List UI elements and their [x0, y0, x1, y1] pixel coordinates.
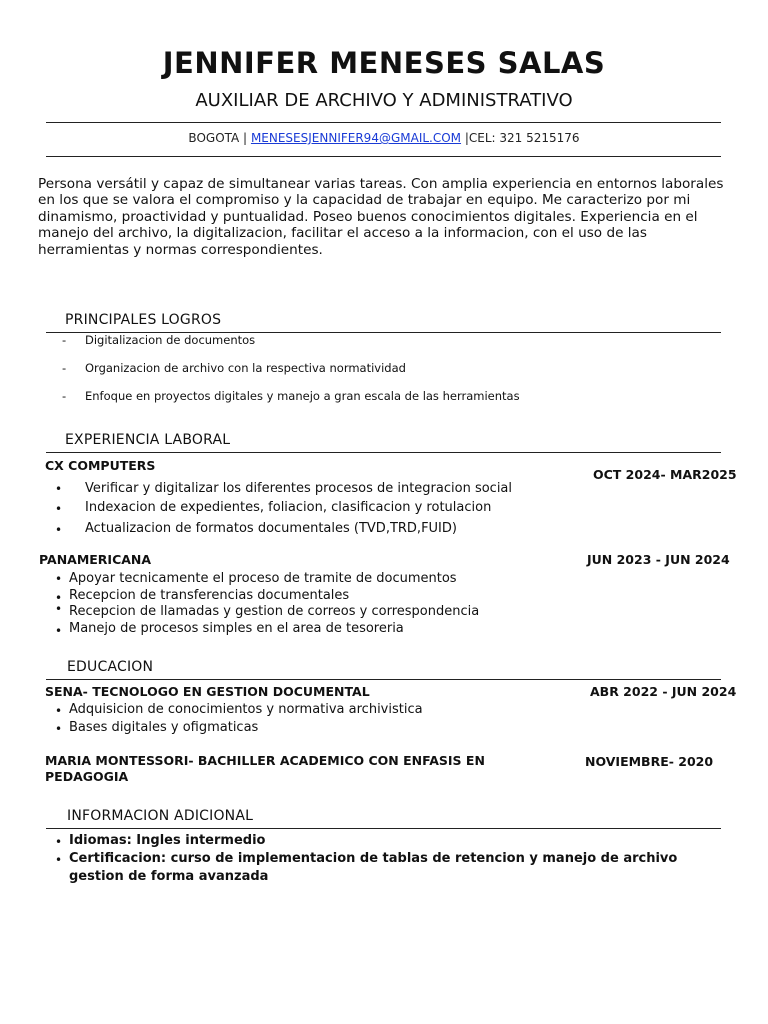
bullet-marker: • — [55, 835, 63, 849]
job-title: AUXILIAR DE ARCHIVO Y ADMINISTRATIVO — [195, 90, 573, 111]
bullet-marker: • — [55, 853, 63, 867]
section-title-experience: EXPERIENCIA LABORAL — [65, 432, 231, 448]
education-item: Adquisicion de conocimientos y normativa archivistica — [69, 702, 423, 717]
bullet-marker: • — [55, 704, 63, 718]
education-title: MARIA MONTESSORI- BACHILLER ACADEMICO CON ENFASIS EN — [45, 753, 485, 768]
bullet-marker: • — [55, 523, 63, 537]
contact-phone: |CEL: 321 5215176 — [464, 131, 580, 145]
additional-item-continued: gestion de forma avanzada — [69, 869, 269, 884]
header-top-rule — [46, 122, 721, 123]
achievement-item: Digitalizacion de documentos — [85, 333, 256, 347]
bullet-marker: • — [55, 572, 63, 586]
contact-city: BOGOTA | — [188, 131, 248, 145]
section-rule-experience — [46, 452, 721, 453]
section-rule-education — [46, 679, 721, 680]
education-item: Bases digitales y ofigmaticas — [69, 720, 259, 735]
education-dates: ABR 2022 - JUN 2024 — [590, 684, 737, 699]
achievement-item: Organizacion de archivo con la respectiva normatividad — [85, 361, 406, 375]
bullet-marker: • — [55, 482, 63, 496]
email-link[interactable]: MENESESJENNIFER94@GMAIL.COM — [250, 131, 462, 145]
job-task: Manejo de procesos simples en el area de tesoreria — [69, 621, 404, 636]
section-title-education: EDUCACION — [67, 659, 154, 675]
education-dates: NOVIEMBRE- 2020 — [585, 754, 714, 769]
job-dates: OCT 2024- MAR2025 — [593, 467, 737, 482]
job-task: Indexacion de expedientes, foliacion, clasificacion y rotulacion — [85, 500, 492, 515]
achievement-item: Enfoque en proyectos digitales y manejo a gran escala de las herramientas — [85, 389, 520, 403]
achievement-marker: - — [62, 361, 67, 375]
job-company: PANAMERICANA — [39, 552, 152, 567]
bullet-marker: • — [55, 602, 63, 616]
bullet-marker: • — [55, 722, 63, 736]
section-title-additional: INFORMACION ADICIONAL — [67, 808, 254, 824]
job-dates: JUN 2023 - JUN 2024 — [587, 552, 730, 567]
bullet-marker: • — [55, 591, 63, 605]
job-task: Recepcion de transferencias documentales — [69, 588, 350, 603]
job-task: Recepcion de llamadas y gestion de correos y correspondencia — [69, 604, 480, 619]
job-company: CX COMPUTERS — [45, 458, 156, 473]
candidate-name: JENNIFER MENESES SALAS — [162, 46, 606, 80]
header-bottom-rule — [46, 156, 721, 157]
education-title-continued: PEDAGOGIA — [45, 769, 129, 784]
job-task: Apoyar tecnicamente el proceso de tramite de documentos — [69, 571, 457, 586]
education-title: SENA- TECNOLOGO EN GESTION DOCUMENTAL — [45, 684, 370, 699]
section-rule-additional — [46, 828, 721, 829]
section-title-achievements: PRINCIPALES LOGROS — [65, 312, 222, 328]
contact-line — [0, 131, 768, 145]
bullet-marker: • — [55, 502, 63, 516]
profile-summary: Persona versátil y capaz de simultanear varias tareas. Con amplia experiencia en entornos laborales en los que se valora el compromiso y la capacidad de trabajar en equipo. Me caracterizo por mi dinamismo, proactividad y puntualidad. Poseo buenos conocimientos digitales. Experiencia en el manejo del archivo, la digitalizacion, facilitar el acceso a la informacion, con el uso de las herramientas y normas correspondientes. — [38, 176, 724, 258]
achievement-marker: - — [62, 333, 67, 347]
job-task: Verificar y digitalizar los diferentes procesos de integracion social — [85, 481, 513, 496]
job-task: Actualizacion de formatos documentales (TVD,TRD,FUID) — [85, 521, 457, 536]
achievement-marker: - — [62, 389, 67, 403]
additional-item: Idiomas: Ingles intermedio — [69, 833, 266, 848]
additional-item: Certificacion: curso de implementacion de tablas de retencion y manejo de archivo — [69, 851, 678, 866]
bullet-marker: • — [55, 624, 63, 638]
